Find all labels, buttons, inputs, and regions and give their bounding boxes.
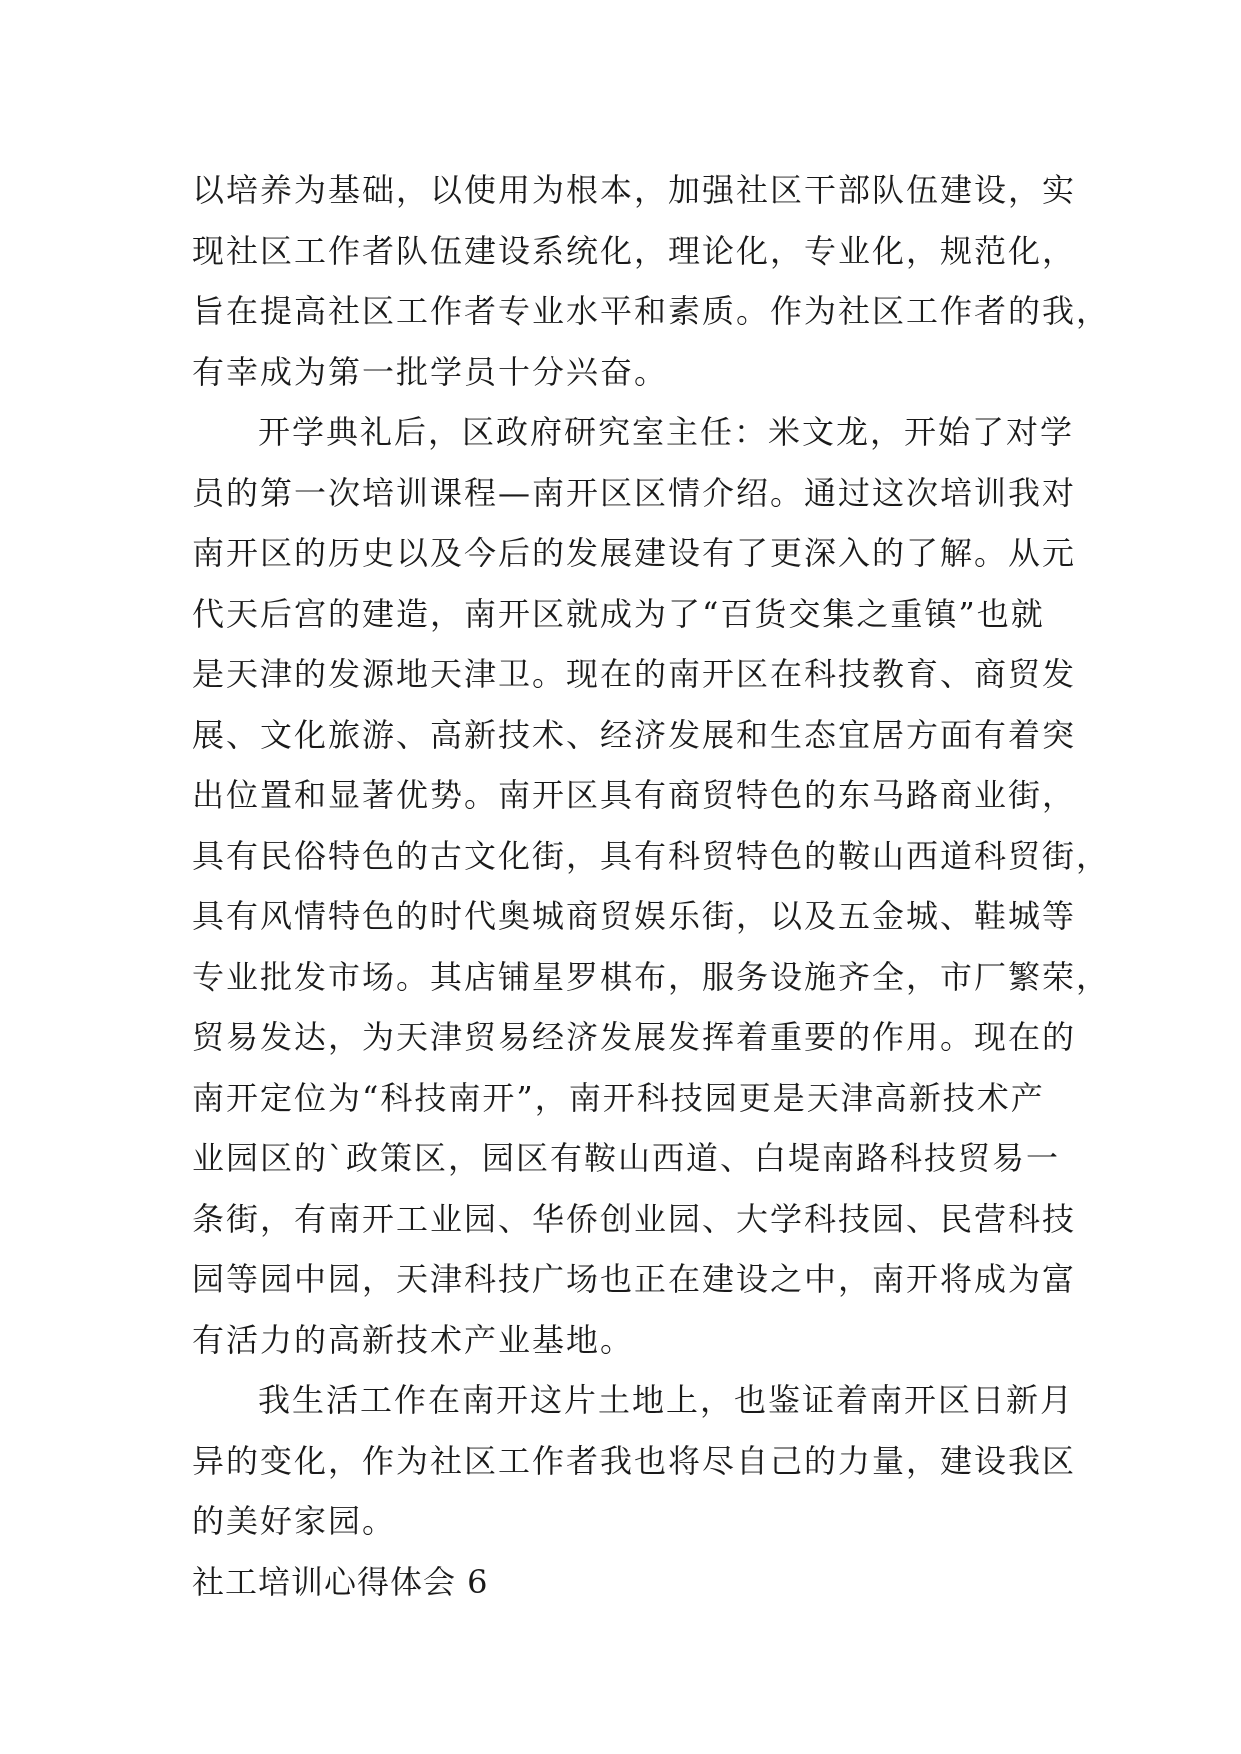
text-line: 具有风情特色的时代奥城商贸娱乐街，以及五金城、鞋城等 [192,897,1077,935]
text-line: 的美好家园。 [192,1502,397,1540]
paragraph-3 [192,1370,1092,1552]
text-line: 南开区的历史以及今后的发展建设有了更深入的了解。从元 [192,534,1077,572]
text-line: 具有民俗特色的古文化街，具有科贸特色的鞍山西道科贸街， [192,836,1111,875]
text-line: 旨在提高社区工作者专业水平和素质。作为社区工作者的我， [192,292,1111,330]
paragraph-2 [192,402,1111,1370]
text-line: 业园区的`政策区，园区有鞍山西道、白堤南路科技贸易一 [192,1139,1061,1177]
text-line: 员的第一次培训课程—南开区区情介绍。通过这次培训我对 [192,473,1077,512]
text-line: 代天后宫的建造，南开区就成为了“百货交集之重镇”也就 [192,594,1045,633]
section-heading: 社工培训心得体会 6 [192,1562,489,1601]
text-line: 开学典礼后，区政府研究室主任：米文龙，开始了对学 [258,413,1075,451]
text-line: 南开定位为“科技南开”，南开科技园更是天津高新技术产 [192,1078,1045,1117]
text-line: 园等园中园，天津科技广场也正在建设之中，南开将成为富 [192,1260,1077,1298]
text-line: 出位置和显著优势。南开区具有商贸特色的东马路商业街， [192,776,1077,814]
text-line: 有幸成为第一批学员十分兴奋。 [192,352,669,391]
text-line: 条街，有南开工业园、华侨创业园、大学科技园、民营科技 [192,1199,1077,1238]
text-line: 专业批发市场。其店铺星罗棋布，服务设施齐全，市厂繁荣， [192,957,1111,996]
text-line: 现社区工作者队伍建设系统化，理论化，专业化，规范化， [192,231,1077,270]
text-line: 异的变化，作为社区工作者我也将尽自己的力量，建设我区 [192,1441,1077,1480]
text-line: 是天津的发源地天津卫。现在的南开区在科技教育、商贸发 [192,655,1077,693]
paragraph-1 [192,160,1111,402]
document-body [192,160,1111,1612]
text-line: 有活力的高新技术产业基地。 [192,1320,635,1359]
text-line: 展、文化旅游、高新技术、经济发展和生态宜居方面有着突 [192,715,1077,754]
text-line: 贸易发达，为天津贸易经济发展发挥着重要的作用。现在的 [192,1018,1077,1056]
text-line: 以培养为基础，以使用为根本，加强社区干部队伍建设，实 [192,171,1077,209]
text-line: 我生活工作在南开这片土地上，也鉴证着南开区日新月 [258,1381,1075,1419]
